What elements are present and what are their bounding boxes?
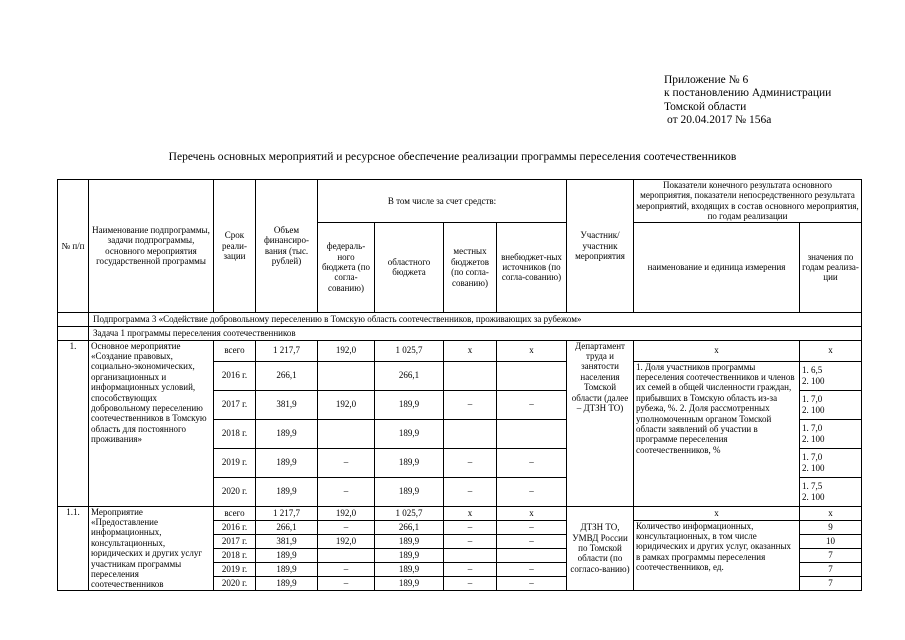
header-ind-name: наименование и единица измерения [634,222,800,312]
cell-offbudget: – [497,534,567,548]
cell-regional: 189,9 [375,477,444,506]
cell-volume: 189,9 [256,548,318,562]
cell-federal: 192,0 [318,340,375,361]
cell-offbudget: – [497,448,567,477]
header-participant: Участник/ участник мероприятия [567,180,634,313]
cell-federal: – [318,562,375,576]
row-num: 1. [58,340,89,506]
cell-federal: – [318,448,375,477]
cell-local: х [444,340,497,361]
value-line: 2. 100 [802,462,825,473]
cell-ind-values [800,419,862,448]
row-name: Основное мероприятие «Создание правовых, социально-экономических, организационных и информационных условий, способствующих добровольному переселению соотечественников в Томскую область для постоянного проживания» [89,340,214,506]
value-line: 1. 7,0 [802,394,823,405]
subprogram-row [58,312,862,326]
header-federal: федераль-ного бюджета (по согла-сованию) [318,222,375,312]
subprogram-title: Подпрограмма 3 «Содействие добровольному переселению в Томскую область соотечественников, проживающих за рубежом» [89,312,862,326]
cell-term: 2016 г. [214,361,256,390]
cell-offbudget [497,361,567,390]
cell-federal: 192,0 [318,534,375,548]
cell-regional: 266,1 [375,520,444,534]
cell-offbudget [497,419,567,448]
cell-ind-values [800,448,862,477]
value-line: 2. 100 [802,375,825,386]
cell-ind-values [800,390,862,419]
cell-term: 2019 г. [214,562,256,576]
cell-term: 2020 г. [214,477,256,506]
cell-regional: 189,9 [375,562,444,576]
cell-volume: 189,9 [256,562,318,576]
cell-regional: 189,9 [375,390,444,419]
cell-local: – [444,534,497,548]
appendix-line: от 20.04.2017 № 156а [667,113,772,126]
cell-volume: 381,9 [256,390,318,419]
cell-volume: 1 217,7 [256,506,318,520]
cell-volume: 189,9 [256,477,318,506]
cell-regional: 1 025,7 [375,506,444,520]
value-line: 2. 100 [802,404,825,415]
cell-local: – [444,390,497,419]
cell-ind-values: х [800,340,862,361]
cell-regional: 189,9 [375,548,444,562]
cell-local: х [444,506,497,520]
header-ind-values: значения по годам реализа-ции [800,222,862,312]
value-line: 1. 7,5 [802,481,823,492]
cell-federal: 192,0 [318,506,375,520]
header-volume: Объем финансиро-вания (тыс. рублей) [256,180,318,313]
cell-federal: – [318,576,375,590]
header-term: Срок реали-зации [214,180,256,313]
cell-volume: 1 217,7 [256,340,318,361]
cell-offbudget: – [497,576,567,590]
cell-volume: 189,9 [256,419,318,448]
cell-local: – [444,448,497,477]
appendix-line: к постановлению Администрации [664,87,832,100]
cell-ind-values: х [800,506,862,520]
cell-regional: 189,9 [375,448,444,477]
cell-term: всего [214,340,256,361]
value-line: 1. 6,5 [802,365,823,376]
cell-federal: – [318,520,375,534]
cell-offbudget: – [497,562,567,576]
appendix-block [664,74,831,127]
cell-offbudget: – [497,390,567,419]
cell-term: 2016 г. [214,520,256,534]
cell-offbudget: х [497,506,567,520]
row-indicator: 1. Доля участников программы переселения соотечественников и членов их семей в общей численности граждан, прибывших в Томскую область из-за рубежа, %. 2. Доля рассмотренных уполномоченным органом Томской области заявлений об участии в программе переселения соотечественников, % [634,361,800,506]
cell-local: – [444,576,497,590]
row-num: 1.1. [58,506,89,590]
cell-local: – [444,477,497,506]
cell-term: 2018 г. [214,419,256,448]
cell-ind-values: 7 [800,548,862,562]
header-local: местных бюджетов (по согла-сованию) [444,222,497,312]
cell-regional: 266,1 [375,361,444,390]
header-offbudget: внебюджет-ных источников (по согла-сованию) [497,222,567,312]
cell-ind-values [800,477,862,506]
cell-federal: – [318,477,375,506]
cell-ind-name: х [634,340,800,361]
value-line: 1. 7,0 [802,423,823,434]
value-line: 2. 100 [802,433,825,444]
cell-local: – [444,520,497,534]
cell-regional: 189,9 [375,419,444,448]
cell-local [444,419,497,448]
value-line: 2. 100 [802,491,825,502]
cell-volume: 189,9 [256,576,318,590]
cell-ind-values: 9 [800,520,862,534]
task-title: Задача 1 программы переселения соотечественников [89,326,862,340]
row-name: Мероприятие «Предоставление информационных, консультационных, юридических и других услуг участникам программы переселения соотечественников [89,506,214,590]
cell-term: всего [214,506,256,520]
header-name: Наименование подпрограммы, задачи подпрограммы, основного мероприятия государственной программы [89,180,214,313]
header-sources-group: В том числе за счет средств: [318,180,567,223]
program-table [57,179,862,591]
cell-term: 2017 г. [214,390,256,419]
cell-regional: 1 025,7 [375,340,444,361]
appendix-line: Томской области [664,100,747,113]
task-row [58,326,862,340]
cell-volume: 189,9 [256,448,318,477]
cell-regional: 189,9 [375,534,444,548]
cell-ind-values: 10 [800,534,862,548]
row-indicator: Количество информационных, консультационных, в том числе юридических и других услуг, оказанных в рамках программы переселения соотечественников, ед. [634,520,800,590]
cell-offbudget: – [497,477,567,506]
cell-offbudget: – [497,520,567,534]
cell-local [444,548,497,562]
row-participant: Департамент труда и занятости населения Томской области (далее – ДТЗН ТО) [567,340,634,506]
cell-offbudget [497,548,567,562]
cell-ind-name: х [634,506,800,520]
cell-federal [318,361,375,390]
cell-volume: 266,1 [256,520,318,534]
document-title: Перечень основных мероприятий и ресурсное обеспечение реализации программы переселения соотечественников [168,151,737,163]
cell-term: 2020 г. [214,576,256,590]
cell-ind-values: 7 [800,562,862,576]
header-row [58,180,862,223]
cell-federal [318,419,375,448]
row-participant: ДТЗН ТО, УМВД России по Томской области (по согласо-ванию) [567,506,634,590]
table-row [58,506,862,520]
cell-volume: 381,9 [256,534,318,548]
header-num: № п/п [58,180,89,313]
cell-regional: 189,9 [375,576,444,590]
cell-local [444,361,497,390]
appendix-line: Приложение № 6 [664,74,749,86]
cell-term: 2019 г. [214,448,256,477]
cell-offbudget: х [497,340,567,361]
header-indicators-group: Показатели конечного результата основного мероприятия, показатели непосредственного результата мероприятий, входящих в состав основного мероприятия, по годам реализации [634,180,862,223]
cell-term: 2017 г. [214,534,256,548]
header-regional: областного бюджета [375,222,444,312]
value-line: 1. 7,0 [802,452,823,463]
cell-term: 2018 г. [214,548,256,562]
cell-ind-values: 7 [800,576,862,590]
cell-federal: 192,0 [318,390,375,419]
cell-federal [318,548,375,562]
cell-ind-values [800,361,862,390]
cell-local: – [444,562,497,576]
cell-volume: 266,1 [256,361,318,390]
table-row [58,340,862,361]
